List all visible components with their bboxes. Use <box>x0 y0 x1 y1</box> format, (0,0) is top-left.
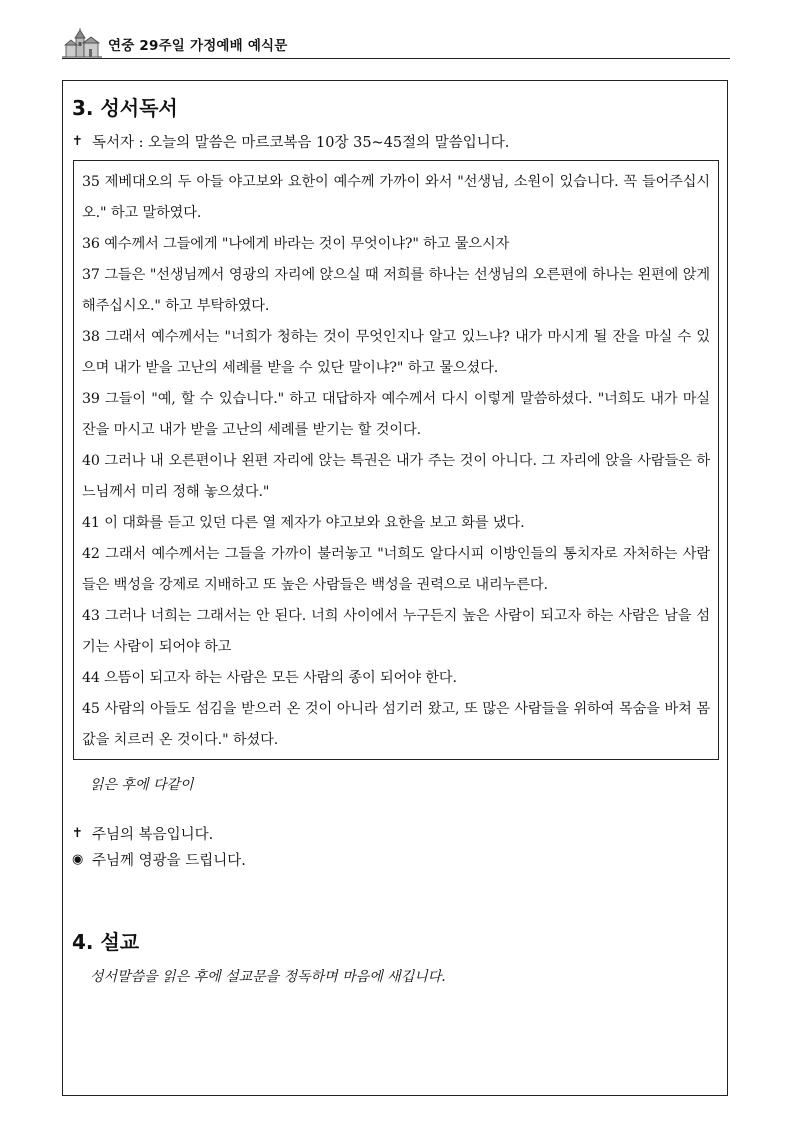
cross-icon: ✝ <box>72 134 83 149</box>
verse-36: 36 예수께서 그들에게 "나에게 바라는 것이 무엇이냐?" 하고 물으시자 <box>82 236 510 252</box>
verse-37: 37 그들은 "선생님께서 영광의 자리에 앉으실 때 저희를 하나는 선생님의 오른편에 하나는 왼편에 앉게 해주십시오." 하고 부탁하였다. <box>82 267 710 314</box>
verse-41: 41 이 대화를 듣고 있던 다른 열 제자가 야고보와 요한을 보고 화를 냈다. <box>82 515 525 531</box>
verse-45: 45 사람의 아들도 섬김을 받으러 온 것이 아니라 섬기러 왔고, 또 많은 사람들을 위하여 목숨을 바쳐 몸값을 치르러 온 것이다." 하셨다. <box>82 701 710 748</box>
bullseye-icon: ◉ <box>72 852 84 867</box>
church-icon <box>62 28 102 58</box>
verse-44: 44 으뜸이 되고자 하는 사람은 모든 사람의 종이 되어야 한다. <box>82 670 457 686</box>
page-header <box>62 28 730 59</box>
verse-38: 38 그래서 예수께서는 "너희가 청하는 것이 무엇인지나 알고 있느냐? 내가 마시게 될 잔을 마실 수 있으며 내가 받을 고난의 세례를 받을 수 있단 말이냐?" 하고 물으셨다. <box>82 329 710 376</box>
verse-35: 35 제베대오의 두 아들 야고보와 요한이 예수께 가까이 와서 "선생님, 소원이 있습니다. 꼭 들어주십시오." 하고 말하였다. <box>82 174 710 221</box>
page-title: 연중 29주일 가정예배 예식문 <box>108 38 288 54</box>
verse-39: 39 그들이 "예, 할 수 있습니다." 하고 대답하자 예수께서 다시 이렇게 말씀하셨다. "너희도 내가 마실 잔을 마시고 내가 받을 고난의 세례를 받기는 할 것이다. <box>82 391 710 438</box>
verse-42: 42 그래서 예수께서는 그들을 가까이 불러놓고 "너희도 알다시피 이방인들의 통치자로 자처하는 사람들은 백성을 강제로 지배하고 또 높은 사람들은 백성을 권력으로 내리누른다. <box>82 546 710 593</box>
response-leader <box>72 823 213 844</box>
section-heading-sermon: 4. 설교 <box>72 930 140 954</box>
response-all-text: 주님께 영광을 드립니다. <box>92 853 246 869</box>
reader-text: 독서자 : 오늘의 말씀은 마르코복음 10장 35~45절의 말씀입니다. <box>92 135 510 151</box>
cross-icon: ✝ <box>72 826 83 841</box>
sermon-rubric: 성서말씀을 읽은 후에 설교문을 정독하며 마음에 새깁니다. <box>90 969 446 985</box>
scripture-reading-box <box>73 160 719 760</box>
verse-43: 43 그러나 너희는 그래서는 안 된다. 너희 사이에서 누구든지 높은 사람이 되고자 하는 사람은 남을 섬기는 사람이 되어야 하고 <box>82 608 710 655</box>
after-reading-rubric: 읽은 후에 다같이 <box>90 777 194 793</box>
reader-line <box>72 131 509 152</box>
response-all <box>72 849 246 870</box>
section-heading-reading: 3. 성서독서 <box>72 96 178 120</box>
response-leader-text: 주님의 복음입니다. <box>92 827 214 843</box>
verse-40: 40 그러나 내 오른편이나 왼편 자리에 앉는 특권은 내가 주는 것이 아니다. 그 자리에 앉을 사람들은 하느님께서 미리 정해 놓으셨다." <box>82 453 710 500</box>
